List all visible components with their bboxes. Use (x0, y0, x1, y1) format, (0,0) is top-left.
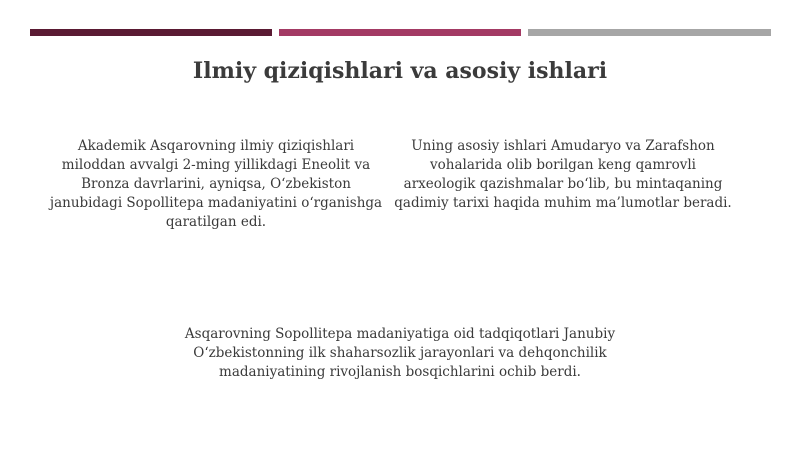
accent-bar-dark (30, 29, 272, 36)
slide-title: Ilmiy qiziqishlari va asosiy ishlari (192, 58, 608, 84)
paragraph-bottom: Asqarovning Sopollitepa madaniyatiga oid tadqiqotlari Janubiy O‘zbekistonning ilk shaharsozlik jarayonlari va dehqonchilik madaniyatining rivojlanish bosqichlarini ochib berdi. (184, 326, 616, 380)
paragraph-right: Uning asosiy ishlari Amudaryo va Zarafshon vohalarida olib borilgan keng qamrovli arxeologik qazishmalar bo‘lib, bu mintaqaning qadimiy tarixi haqida muhim ma’lumotlar beradi. (394, 138, 732, 211)
paragraph-left: Akademik Asqarovning ilmiy qiziqishlari miloddan avvalgi 2-ming yillikdagi Eneolit va Bronza davrlarini, ayniqsa, O‘zbekiston janubidagi Sopollitepa madaniyatini o‘rganishga qaratilgan edi. (49, 138, 383, 230)
accent-bar-magenta (279, 29, 521, 36)
accent-bar-gray (528, 29, 771, 36)
header-accent-bars (30, 29, 771, 37)
